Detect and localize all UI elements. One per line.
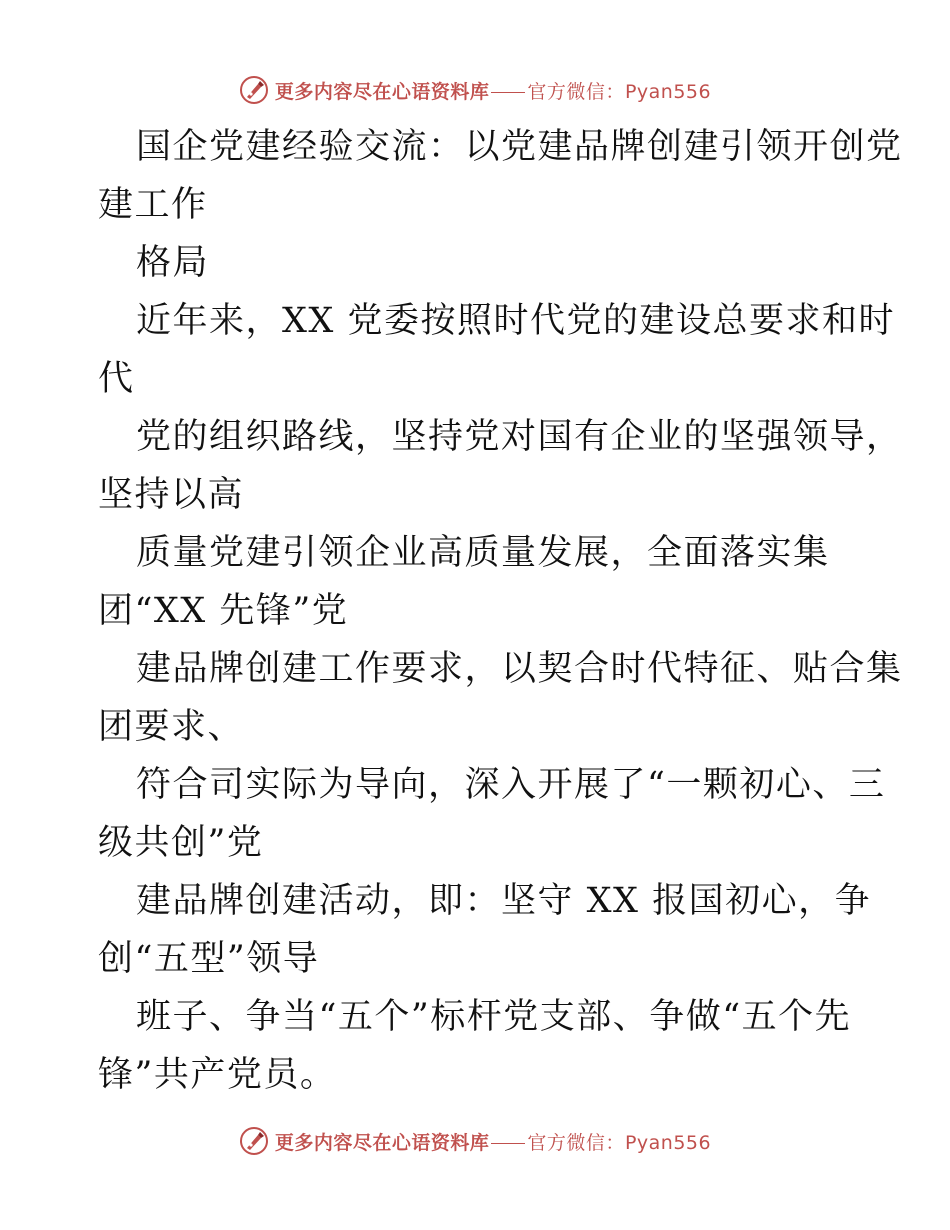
text-line: 建品牌创建活动，即：坚守 XX 报国初心，争 bbox=[136, 881, 872, 921]
pen-nib-logo-icon bbox=[239, 1126, 269, 1156]
text-line: 国企党建经验交流：以党建品牌创建引领开创党 bbox=[136, 127, 903, 167]
header-watermark-banner bbox=[0, 70, 950, 110]
text-line: 符合司实际为导向，深入开展了“一颗初心、三 bbox=[136, 765, 886, 805]
footer-watermark-banner bbox=[0, 1121, 950, 1161]
text-line: 坚持以高 bbox=[98, 475, 245, 515]
text-line: 团要求、 bbox=[98, 707, 245, 747]
text-line: 团“XX 先锋”党 bbox=[98, 591, 349, 631]
text-line: 班子、争当“五个”标杆党支部、争做“五个先 bbox=[136, 997, 852, 1037]
pen-nib-logo-icon bbox=[239, 75, 269, 105]
document-body bbox=[98, 118, 903, 1104]
text-line: 锋”共产党员。 bbox=[98, 1055, 337, 1095]
text-line: 格局 bbox=[136, 243, 210, 283]
watermark-text: 更多内容尽在心语资料库 官方微信：Pyan556 bbox=[274, 1131, 712, 1154]
text-line: 级共创”党 bbox=[98, 823, 264, 863]
text-line: 近年来，XX 党委按照时代党的建设总要求和时 bbox=[136, 301, 895, 341]
text-line: 代 bbox=[98, 359, 135, 399]
text-line: 党的组织路线，坚持党对国有企业的坚强领导， bbox=[136, 417, 903, 457]
text-line: 质量党建引领企业高质量发展，全面落实集 bbox=[136, 533, 830, 573]
text-line: 建品牌创建工作要求，以契合时代特征、贴合集 bbox=[136, 649, 903, 689]
watermark-text: 更多内容尽在心语资料库 官方微信：Pyan556 bbox=[274, 80, 712, 103]
text-line: 建工作 bbox=[98, 185, 208, 225]
text-line: 创“五型”领导 bbox=[98, 939, 320, 979]
